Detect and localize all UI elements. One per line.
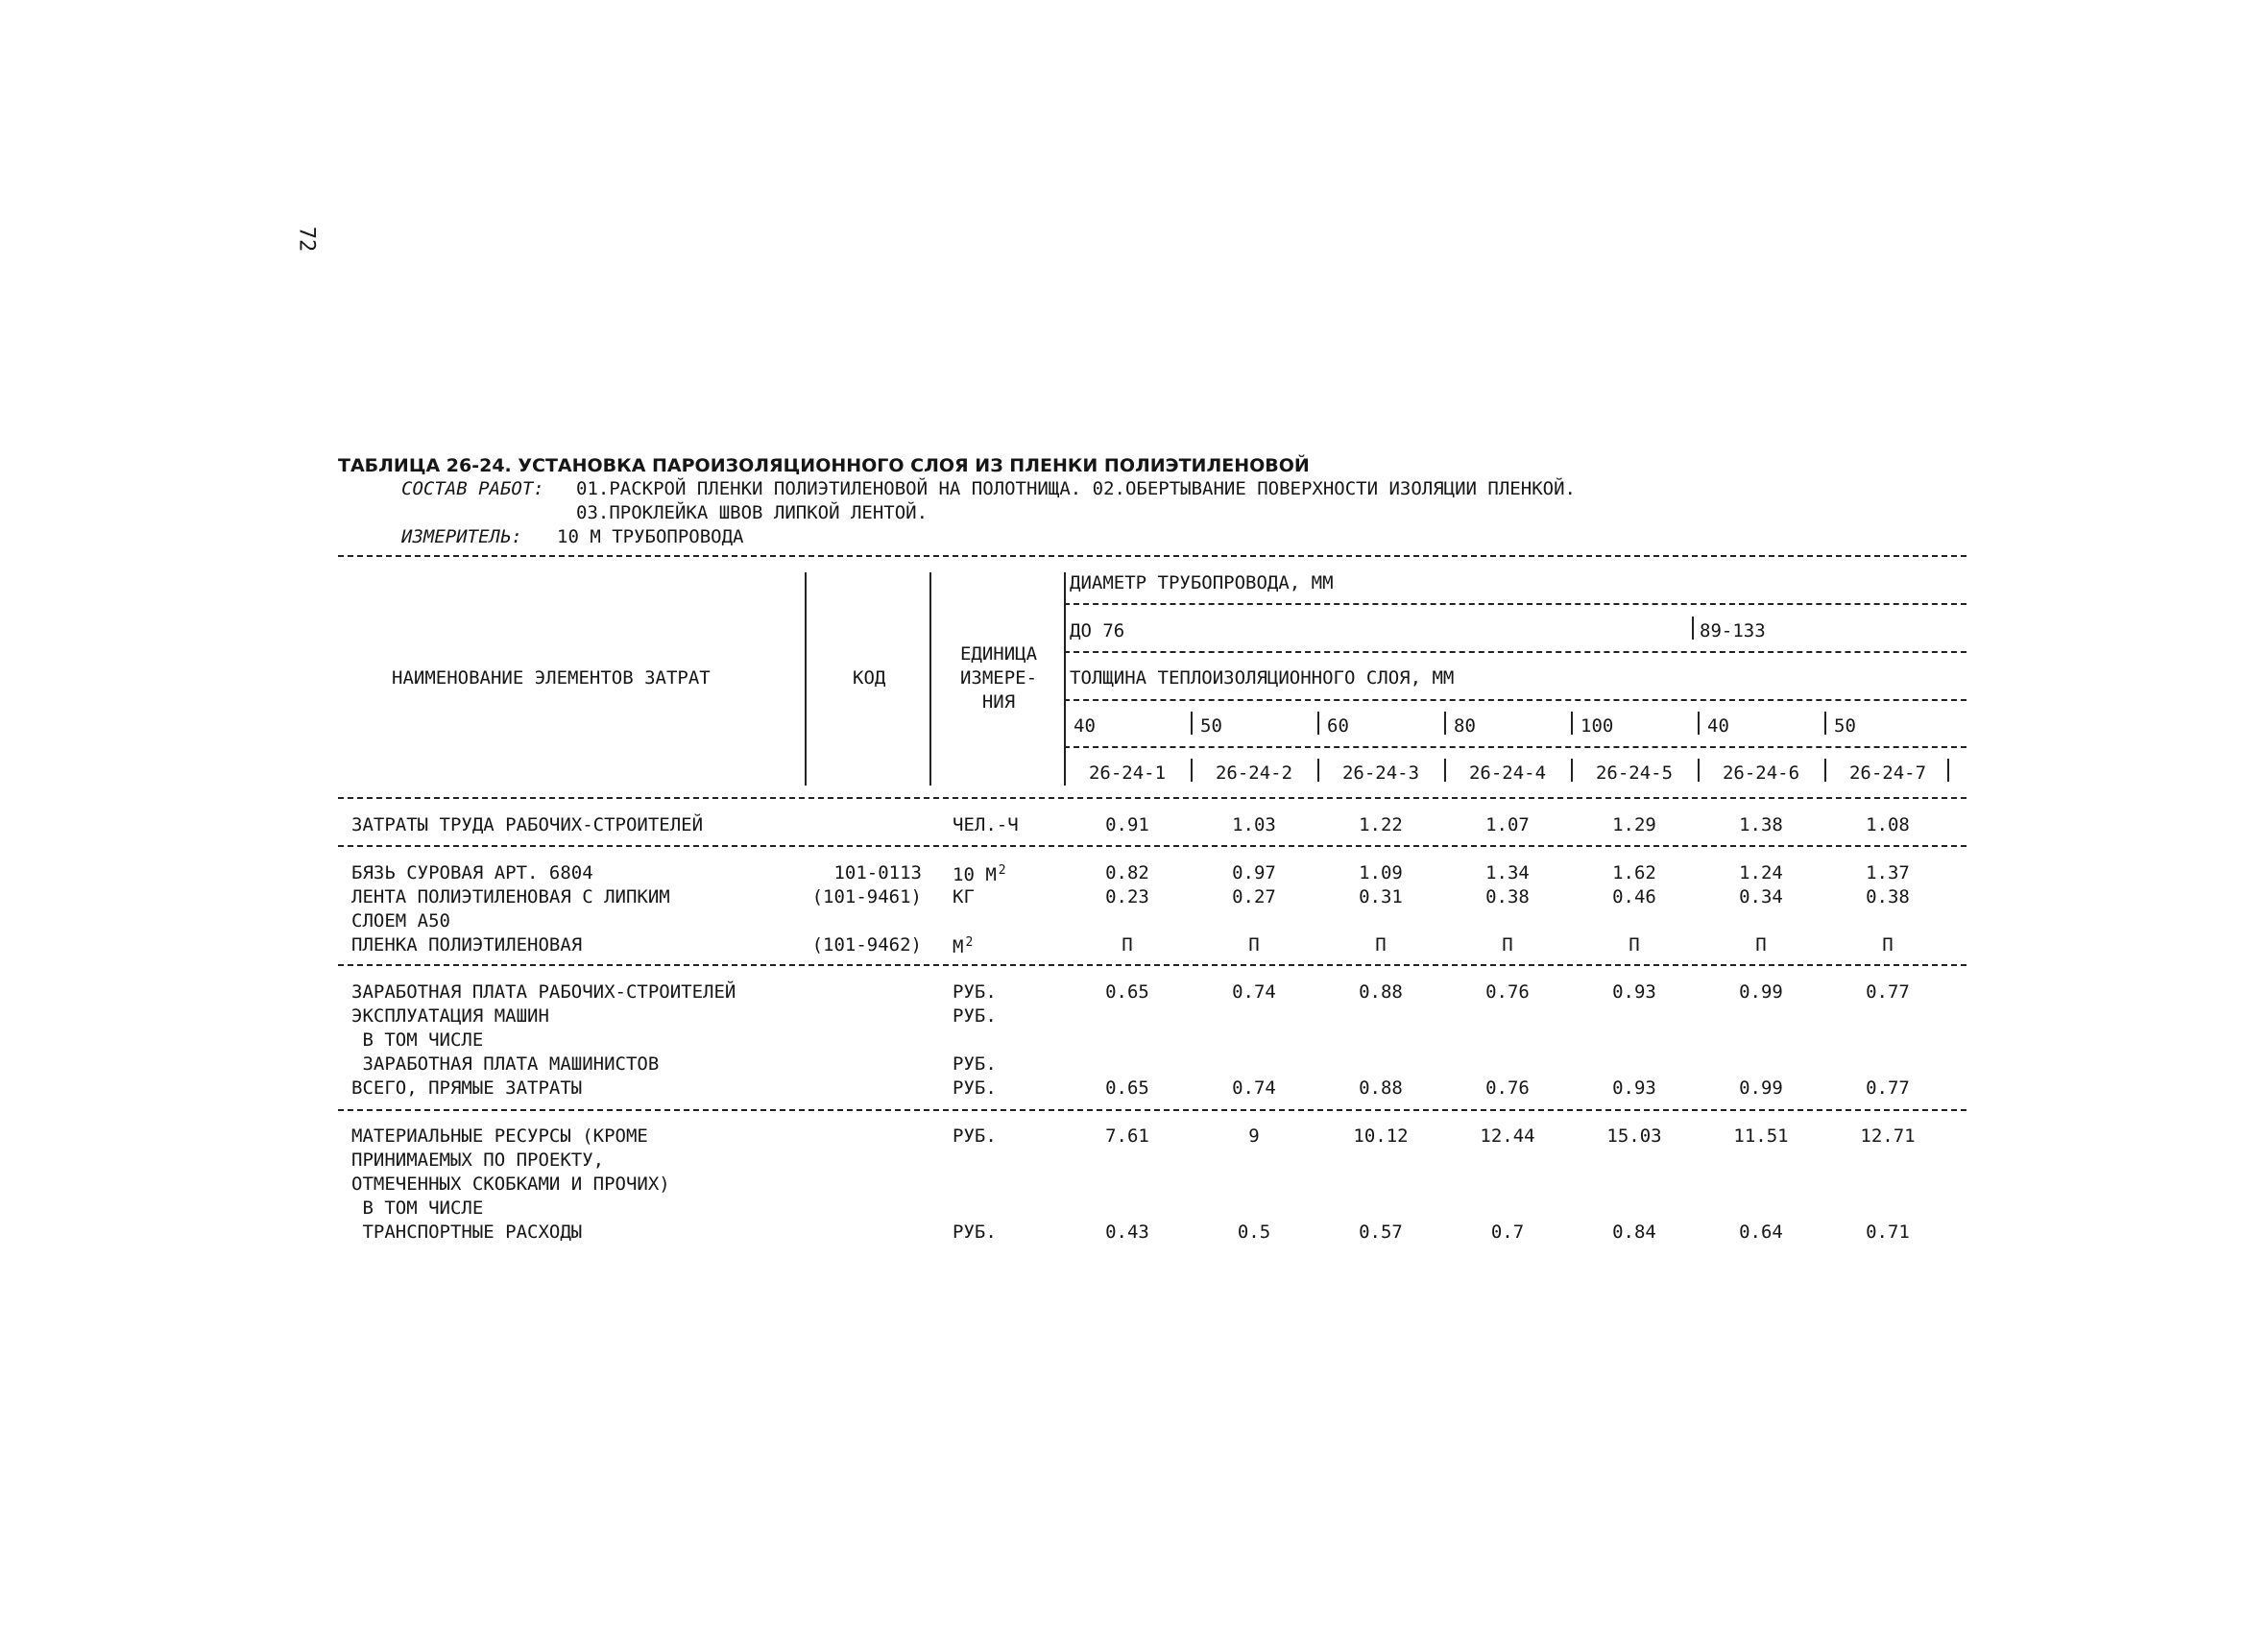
row-value: 0.38 <box>1866 886 1910 907</box>
header-unit-3: НИЯ <box>981 691 1016 713</box>
row-code: (101-9462) <box>811 934 922 956</box>
row-value: 0.31 <box>1359 886 1403 907</box>
row-value: 0.7 <box>1490 1222 1525 1243</box>
row-value: 0.99 <box>1739 981 1783 1003</box>
vline-code-7 <box>1824 759 1826 782</box>
row-value: 0.93 <box>1612 981 1656 1003</box>
row-unit <box>953 983 997 1002</box>
row-name: СЛОЕМ А50 <box>351 910 450 931</box>
row-unit-text: 10 М <box>953 864 997 885</box>
row-unit-text: КГ <box>953 886 975 907</box>
row-value: П <box>1629 934 1640 956</box>
row-name: ЛЕНТА ПОЛИЭТИЛЕНОВАЯ С ЛИПКИМ <box>351 886 670 907</box>
row-unit-text: ЧЕЛ.-Ч <box>953 814 1019 835</box>
row-value: 10.12 <box>1353 1125 1409 1147</box>
row-unit <box>953 1127 997 1146</box>
row-unit-text: М <box>953 936 964 957</box>
row-value: 0.64 <box>1739 1222 1783 1243</box>
row-value: 0.91 <box>1105 814 1149 835</box>
row-value: 0.65 <box>1105 1077 1149 1099</box>
thickness-value: 60 <box>1327 715 1349 737</box>
row-value: П <box>1122 934 1133 956</box>
header-name: НАИМЕНОВАНИЕ ЭЛЕМЕНТОВ ЗАТРАТ <box>392 667 711 689</box>
row-name: ЗАРАБОТНАЯ ПЛАТА РАБОЧИХ-СТРОИТЕЛЕЙ <box>351 981 736 1003</box>
row-value: 12.71 <box>1860 1125 1916 1147</box>
vline-code <box>929 572 931 786</box>
row-value: 0.43 <box>1105 1222 1149 1243</box>
row-value: 1.29 <box>1612 814 1656 835</box>
thickness-value: 80 <box>1454 715 1476 737</box>
thickness-value: 100 <box>1580 715 1614 737</box>
row-name: ПЛЕНКА ПОЛИЭТИЛЕНОВАЯ <box>351 934 583 956</box>
row-value: П <box>1502 934 1513 956</box>
row-value: П <box>1882 934 1894 956</box>
row-value: 0.77 <box>1866 981 1910 1003</box>
row-unit <box>953 1055 997 1074</box>
row-unit-text: РУБ. <box>953 1125 997 1147</box>
row-value: 1.24 <box>1739 862 1783 883</box>
row-value: 0.88 <box>1359 981 1403 1003</box>
vline-group2 <box>1692 617 1694 640</box>
row-code: 101-0113 <box>833 862 922 883</box>
column-code: 26-24-6 <box>1722 762 1800 784</box>
vline-code-6 <box>1698 759 1700 782</box>
column-code: 26-24-7 <box>1848 762 1927 784</box>
row-unit-superscript: 2 <box>998 863 1006 878</box>
row-value: 0.99 <box>1739 1077 1783 1099</box>
row-value: 0.76 <box>1485 1077 1530 1099</box>
vline-code-5 <box>1571 759 1573 782</box>
row-value: 0.57 <box>1359 1222 1403 1243</box>
composition-label: СОСТАВ РАБОТ: <box>401 478 544 499</box>
row-value: 0.82 <box>1105 862 1149 883</box>
row-value: 0.71 <box>1866 1222 1910 1243</box>
row-name: В ТОМ ЧИСЛЕ <box>351 1197 484 1219</box>
header-group-1: ДО 76 <box>1070 620 1125 641</box>
row-code: (101-9461) <box>811 886 922 907</box>
row-value: 1.08 <box>1866 814 1910 835</box>
row-unit-superscript: 2 <box>965 935 974 950</box>
rule-thickness <box>1064 699 1966 701</box>
rule-thickness-values <box>1064 746 1966 748</box>
row-value: 0.5 <box>1237 1222 1271 1243</box>
row-value: 0.27 <box>1232 886 1276 907</box>
vline-thk-3 <box>1317 712 1319 735</box>
vline-thk-6 <box>1698 712 1700 735</box>
header-group-2: 89-133 <box>1700 620 1766 641</box>
row-value: 0.74 <box>1232 981 1276 1003</box>
row-unit-text: РУБ. <box>953 1077 997 1099</box>
column-code: 26-24-1 <box>1088 762 1167 784</box>
vline-unit <box>1064 572 1066 786</box>
row-value: 1.37 <box>1866 862 1910 883</box>
row-unit-text: РУБ. <box>953 1005 997 1027</box>
header-thickness: ТОЛЩИНА ТЕПЛОИЗОЛЯЦИОННОГО СЛОЯ, ММ <box>1070 667 1455 689</box>
row-name: ЗАРАБОТНАЯ ПЛАТА МАШИНИСТОВ <box>351 1053 660 1075</box>
column-code: 26-24-2 <box>1215 762 1293 784</box>
column-code: 26-24-4 <box>1468 762 1547 784</box>
row-value: 1.38 <box>1739 814 1783 835</box>
row-value: 12.44 <box>1480 1125 1535 1147</box>
row-name: МАТЕРИАЛЬНЫЕ РЕСУРСЫ (КРОМЕ <box>351 1125 648 1147</box>
rule-header-bottom <box>338 797 1966 799</box>
row-value: 0.23 <box>1105 886 1149 907</box>
row-name: ТРАНСПОРТНЫЕ РАСХОДЫ <box>351 1222 583 1243</box>
row-unit <box>953 1079 997 1098</box>
thickness-value: 50 <box>1834 715 1856 737</box>
row-unit <box>953 1223 997 1242</box>
rule-top <box>338 555 1966 557</box>
row-value: 0.74 <box>1232 1077 1276 1099</box>
meter-label: ИЗМЕРИТЕЛЬ: <box>401 526 522 547</box>
header-unit-2: ИЗМЕРЕ- <box>959 667 1038 689</box>
row-value: П <box>1375 934 1387 956</box>
row-unit <box>953 888 975 907</box>
vline-thk-2 <box>1191 712 1193 735</box>
vline-thk-5 <box>1571 712 1573 735</box>
composition-line-2: 03.ПРОКЛЕЙКА ШВОВ ЛИПКОЙ ЛЕНТОЙ. <box>576 502 929 523</box>
row-value: 0.76 <box>1485 981 1530 1003</box>
row-value: 1.34 <box>1485 862 1530 883</box>
row-value: 0.97 <box>1232 862 1276 883</box>
row-value: 15.03 <box>1606 1125 1662 1147</box>
composition-line-1: 01.РАСКРОЙ ПЛЕНКИ ПОЛИЭТИЛЕНОВОЙ НА ПОЛОТНИЩА. 02.ОБЕРТЫВАНИЕ ПОВЕРХНОСТИ ИЗОЛЯЦИИ ПЛЕНКОЙ. <box>576 478 1576 499</box>
row-value: П <box>1248 934 1260 956</box>
row-unit-text: РУБ. <box>953 1222 997 1243</box>
row-unit <box>953 864 1006 884</box>
header-diameter: ДИАМЕТР ТРУБОПРОВОДА, ММ <box>1070 572 1334 593</box>
row-value: 1.03 <box>1232 814 1276 835</box>
vline-name <box>805 572 807 786</box>
column-code: 26-24-3 <box>1341 762 1420 784</box>
header-unit-1: ЕДИНИЦА <box>959 643 1038 665</box>
row-name: ЭКСПЛУАТАЦИЯ МАШИН <box>351 1005 549 1027</box>
row-value: 11.51 <box>1733 1125 1789 1147</box>
row-name: ВСЕГО, ПРЯМЫЕ ЗАТРАТЫ <box>351 1077 583 1099</box>
row-value: 1.07 <box>1485 814 1530 835</box>
header-code: КОД <box>853 667 886 689</box>
column-code: 26-24-5 <box>1595 762 1674 784</box>
row-value: П <box>1755 934 1767 956</box>
rule-section-1 <box>338 845 1966 847</box>
vline-code-2 <box>1191 759 1193 782</box>
thickness-value: 40 <box>1074 715 1096 737</box>
row-name: ПРИНИМАЕМЫХ ПО ПРОЕКТУ, <box>351 1149 605 1171</box>
row-unit <box>953 816 1019 835</box>
row-value: 0.46 <box>1612 886 1656 907</box>
page-number: 72 <box>294 226 319 253</box>
row-name: ОТМЕЧЕННЫХ СКОБКАМИ И ПРОЧИХ) <box>351 1173 670 1195</box>
vline-thk-7 <box>1824 712 1826 735</box>
row-value: 0.93 <box>1612 1077 1656 1099</box>
row-value: 1.09 <box>1359 862 1403 883</box>
thickness-value: 50 <box>1200 715 1222 737</box>
row-value: 0.84 <box>1612 1222 1656 1243</box>
row-unit <box>953 1007 997 1026</box>
rule-section-2 <box>338 964 1966 966</box>
vline-thk-4 <box>1444 712 1446 735</box>
row-value: 0.77 <box>1866 1077 1910 1099</box>
table-title: ТАБЛИЦА 26-24. УСТАНОВКА ПАРОИЗОЛЯЦИОННОГО СЛОЯ ИЗ ПЛЕНКИ ПОЛИЭТИЛЕНОВОЙ <box>338 455 1310 476</box>
row-unit <box>953 936 973 956</box>
meter-value: 10 М ТРУБОПРОВОДА <box>557 526 744 547</box>
row-value: 0.38 <box>1485 886 1530 907</box>
row-name: В ТОМ ЧИСЛЕ <box>351 1029 484 1051</box>
row-value: 0.34 <box>1739 886 1783 907</box>
row-value: 7.61 <box>1105 1125 1149 1147</box>
vline-code-3 <box>1317 759 1319 782</box>
row-value: 0.65 <box>1105 981 1149 1003</box>
rule-group <box>1064 651 1966 653</box>
row-value: 9 <box>1248 1125 1260 1147</box>
vline-code-4 <box>1444 759 1446 782</box>
row-name: ЗАТРАТЫ ТРУДА РАБОЧИХ-СТРОИТЕЛЕЙ <box>351 814 704 835</box>
row-value: 1.22 <box>1359 814 1403 835</box>
vline-code-end <box>1947 759 1949 782</box>
row-value: 1.62 <box>1612 862 1656 883</box>
rule-section-3 <box>338 1109 1966 1111</box>
row-unit-text: РУБ. <box>953 1053 997 1075</box>
row-name: БЯЗЬ СУРОВАЯ АРТ. 6804 <box>351 862 593 883</box>
row-value: 0.88 <box>1359 1077 1403 1099</box>
thickness-value: 40 <box>1707 715 1729 737</box>
rule-diameter <box>1064 603 1966 605</box>
row-unit-text: РУБ. <box>953 981 997 1003</box>
